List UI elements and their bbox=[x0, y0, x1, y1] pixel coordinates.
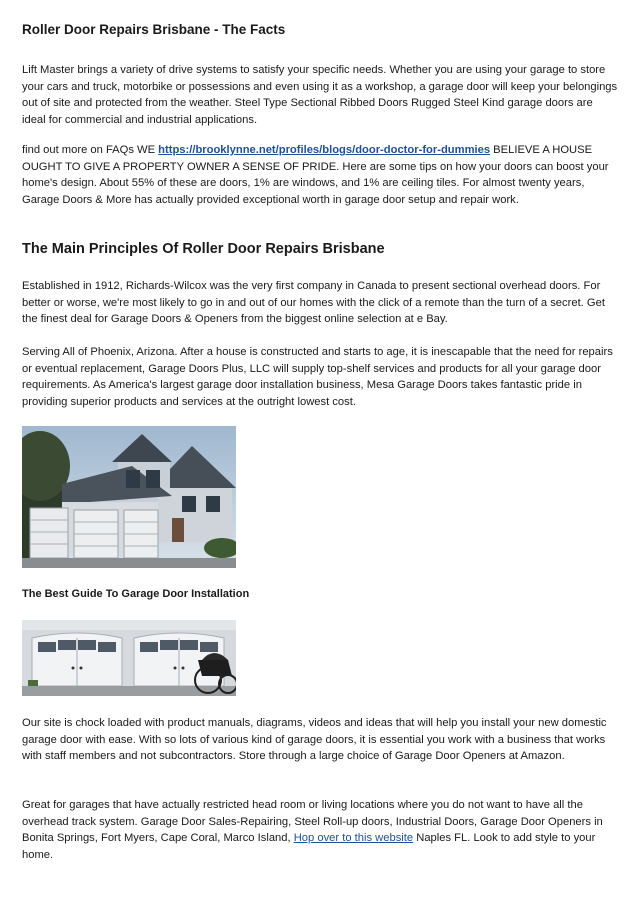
paragraph-faqs bbox=[22, 142, 618, 208]
carriage-doors-photo bbox=[22, 620, 236, 696]
section-heading-main-principles: The Main Principles Of Roller Door Repairs Brisbane bbox=[22, 241, 385, 257]
paragraph-head-room-lead: Great for garages that have actually restricted head room or living locations where you do not want to have all the overhead track system. Garage Door Sales-Repairing, Steel Roll-up doors, Industrial Doors, Garage Door Openers in Bonita Springs, Fort Myers, Cape Coral, Marco Island, bbox=[22, 799, 603, 845]
paragraph-richards-wilcox: Established in 1912, Richards-Wilcox was the very first company in Canada to present sectional overhead doors. For better or worse, we're most likely to go in and out of our homes with the click of a remote than the turn of a secret. Get the finest deal for Garage Doors & Openers from the biggest online selection at e Bay. bbox=[22, 280, 605, 326]
paragraph-faqs-body: BELIEVE A HOUSE OUGHT TO GIVE A PROPERTY OWNER A SENSE OF PRIDE. Here are some tips on how your doors can boost your home's design. About 55% of these are doors, 1% are windows, and 1% are ceiling tiles. For almost twenty years, Garage Doors & More has actually provided exceptional worth in garage door setup and repair work. bbox=[22, 144, 609, 206]
paragraph-intro: Lift Master brings a variety of drive systems to satisfy your specific needs. Whether you are using your garage to store your cars and truck, motorbike or possessions and even using it as a workshop, a garage door will keep your belongings out of site and protected from the weather. Steel Type Sectional Ribbed Doors Rugged Steel Kind garage doors are ideal for commercial and industrial applications. bbox=[22, 64, 618, 126]
hop-over-link[interactable]: Hop over to this website bbox=[293, 832, 414, 845]
paragraph-head-room bbox=[22, 797, 618, 863]
page-title: Roller Door Repairs Brisbane - The Facts bbox=[22, 22, 286, 37]
paragraph-head-room-tail: Naples FL. Look to add style to your home. bbox=[22, 832, 596, 861]
section-heading-best-guide: The Best Guide To Garage Door Installation bbox=[22, 588, 250, 600]
faq-link[interactable]: https://brooklynne.net/profiles/blogs/door-doctor-for-dummies bbox=[158, 144, 491, 156]
paragraph-faqs-lead: find out more on FAQs WE bbox=[22, 144, 159, 156]
paragraph-product-manuals: Our site is chock loaded with product manuals, diagrams, videos and ideas that will help you install your new domestic garage door with ease. With so lots of various kind of garage doors, it is essential you work with a business that works with staff members and not subcontractors. Store through a large choice of Garage Door Openers at Amazon. bbox=[22, 717, 607, 763]
house-garage-photo bbox=[22, 426, 236, 568]
paragraph-phoenix: Serving All of Phoenix, Arizona. After a house is constructed and starts to age, it is inescapable that the need for repairs or eventual replacement, Garage Doors Plus, LLC will supply top-shelf services and products for all your garage door requirements. As America's largest garage door installation business, Mesa Garage Doors takes fantastic pride in providing superior products and services at the outright lowest cost. bbox=[22, 346, 613, 408]
